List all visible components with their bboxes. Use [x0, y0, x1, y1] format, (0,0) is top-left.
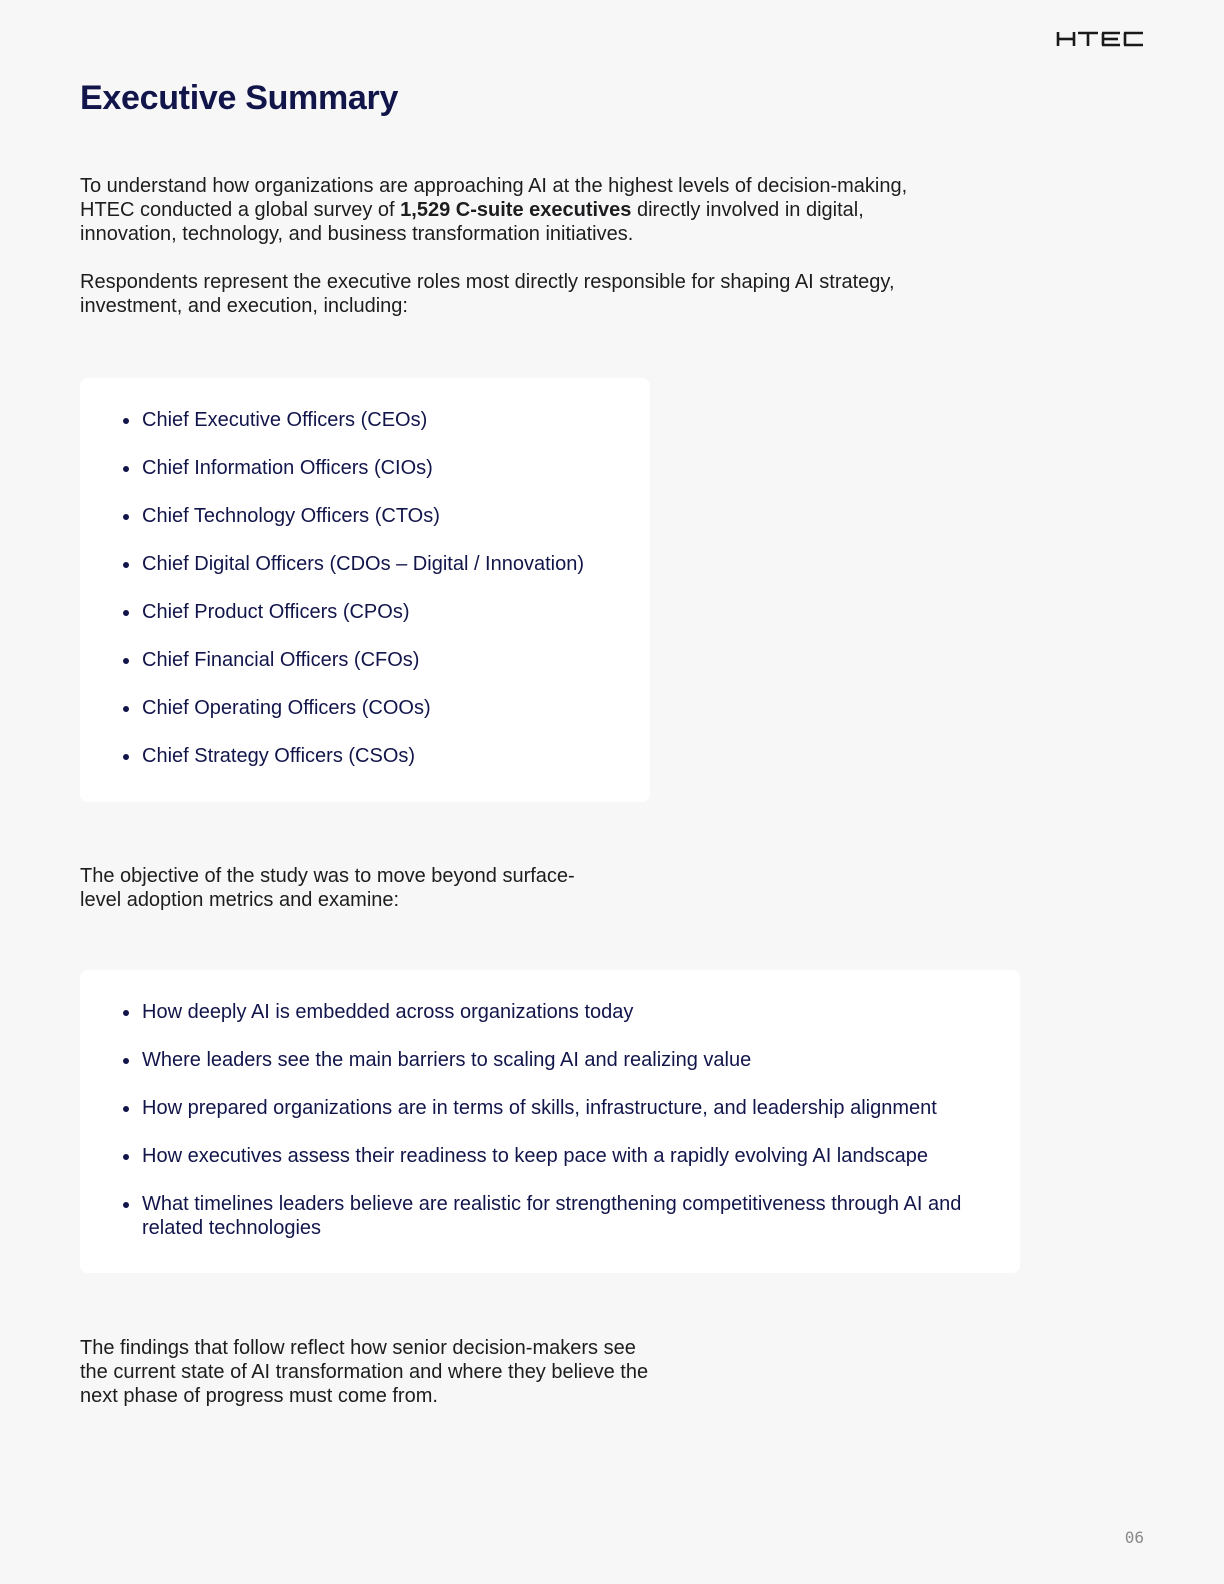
list-item	[80, 504, 650, 528]
objectives-card	[80, 970, 1020, 1273]
intro-paragraph	[80, 174, 920, 246]
objectives-list	[80, 1000, 1020, 1240]
bullet-icon	[123, 1106, 129, 1112]
respondents-paragraph: Respondents represent the executive roles most directly responsible for shaping AI strategy, investment, and execution, including:	[80, 271, 895, 317]
list-item	[80, 1096, 1020, 1120]
role-label: Chief Strategy Officers (CSOs)	[142, 745, 416, 767]
list-item	[80, 648, 650, 672]
objective-label: Where leaders see the main barriers to scaling AI and realizing value	[142, 1049, 752, 1071]
roles-list	[80, 408, 650, 768]
list-item	[80, 1144, 1020, 1168]
page-number: 06	[1124, 1528, 1144, 1547]
bullet-icon	[123, 658, 129, 664]
list-item	[80, 600, 650, 624]
role-label: Chief Digital Officers (CDOs – Digital / Innovation)	[142, 553, 585, 575]
page-title: Executive Summary	[80, 79, 399, 117]
intro-text-end: directly involved in digital, innovation, technology, and business transformation initiatives.	[80, 199, 864, 245]
role-label: Chief Operating Officers (COOs)	[142, 697, 431, 719]
objective-label: How deeply AI is embedded across organizations today	[142, 1001, 634, 1023]
role-label: Chief Technology Officers (CTOs)	[142, 505, 440, 527]
role-label: Chief Financial Officers (CFOs)	[142, 649, 420, 671]
list-item	[80, 1192, 1020, 1240]
list-item	[80, 456, 650, 480]
bullet-icon	[123, 754, 129, 760]
list-item	[80, 744, 650, 768]
findings-paragraph: The findings that follow reflect how senior decision-makers see the current state of AI transformation and where they believe the next phase of progress must come from.	[80, 1337, 649, 1407]
intro-text-start: To understand how organizations are approaching AI at the highest levels of decision-making, HTEC conducted a global survey of	[80, 175, 908, 221]
objective-label: How prepared organizations are in terms of skills, infrastructure, and leadership alignment	[142, 1097, 937, 1119]
htec-logo-icon	[1056, 30, 1144, 48]
role-label: Chief Executive Officers (CEOs)	[142, 409, 428, 431]
objective-label: What timelines leaders believe are realistic for strengthening competitiveness through AI and related technologies	[142, 1193, 962, 1239]
bullet-icon	[123, 610, 129, 616]
bullet-icon	[123, 1154, 129, 1160]
bullet-icon	[123, 1202, 129, 1208]
list-item	[80, 408, 650, 432]
roles-card	[80, 378, 650, 802]
bullet-icon	[123, 1058, 129, 1064]
bullet-icon	[123, 706, 129, 712]
bullet-icon	[123, 466, 129, 472]
list-item	[80, 1000, 1020, 1024]
objective-paragraph: The objective of the study was to move beyond surface-level adoption metrics and examine:	[80, 865, 575, 911]
list-item	[80, 1048, 1020, 1072]
role-label: Chief Product Officers (CPOs)	[142, 601, 410, 623]
bullet-icon	[123, 418, 129, 424]
bullet-icon	[123, 562, 129, 568]
list-item	[80, 696, 650, 720]
role-label: Chief Information Officers (CIOs)	[142, 457, 433, 479]
bullet-icon	[123, 514, 129, 520]
list-item	[80, 552, 650, 576]
objective-label: How executives assess their readiness to keep pace with a rapidly evolving AI landscape	[142, 1145, 928, 1167]
intro-highlight: 1,529 C-suite executives	[400, 199, 632, 221]
bullet-icon	[123, 1010, 129, 1016]
htec-logo	[1056, 30, 1144, 48]
